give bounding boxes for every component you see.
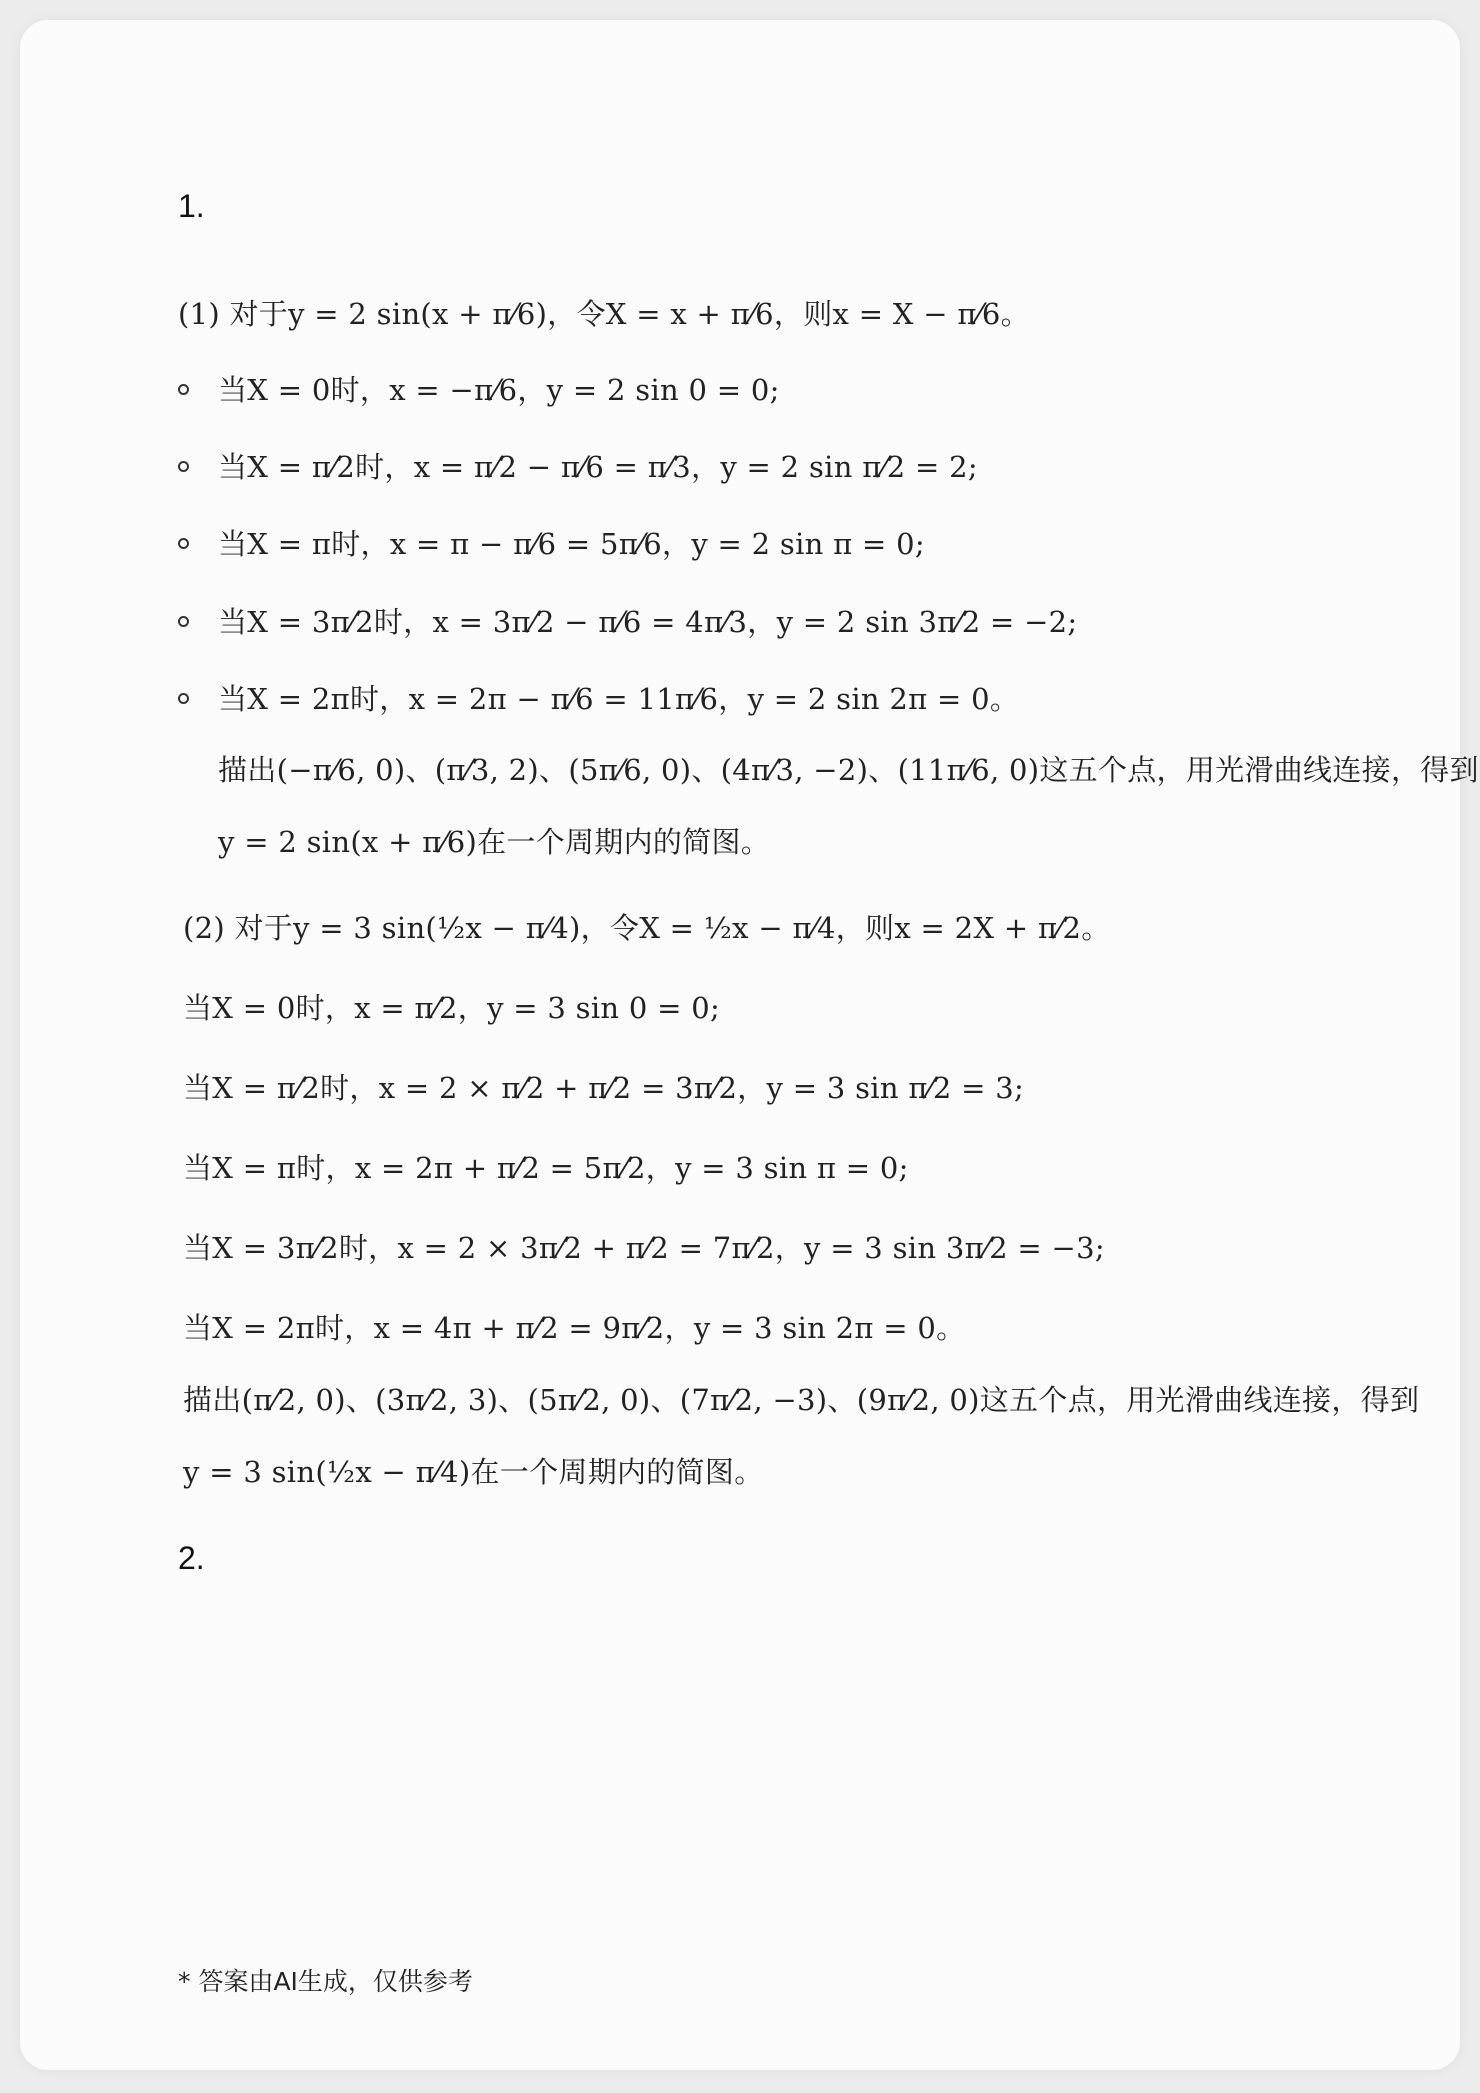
- part2-step-line: 当X = π⁄2时，x = 2 × π⁄2 + π⁄2 = 3π⁄2，y = 3 sin π⁄2 = 3;: [183, 1071, 1025, 1105]
- part1-conclusion-end: y = 2 sin(x + π⁄6)在一个周期内的简图。: [218, 825, 771, 859]
- part1-bullet-item: [178, 600, 1078, 644]
- part2-step-line: 当X = 0时，x = π⁄2，y = 3 sin 0 = 0;: [183, 991, 721, 1025]
- bullet-icon: [178, 693, 189, 704]
- bullet-icon: [178, 538, 189, 549]
- part2-conclusion: 描出(π⁄2, 0)、(3π⁄2, 3)、(5π⁄2, 0)、(7π⁄2, −3)、(9π⁄2, 0)这五个点，用光滑曲线连接，得到: [183, 1383, 1420, 1417]
- part1-bullet-text: 当X = π⁄2时，x = π⁄2 − π⁄6 = π⁄3，y = 2 sin π⁄2 = 2;: [218, 450, 978, 484]
- part1-bullet-text: 当X = 3π⁄2时，x = 3π⁄2 − π⁄6 = 4π⁄3，y = 2 sin 3π⁄2 = −2;: [218, 605, 1078, 639]
- part1-intro: (1) 对于y = 2 sin(x + π⁄6)，令X = x + π⁄6，则x = X − π⁄6。: [178, 297, 1030, 331]
- question-number-2: 2.: [178, 1540, 205, 1576]
- part1-conclusion: 描出(−π⁄6, 0)、(π⁄3, 2)、(5π⁄6, 0)、(4π⁄3, −2)、(11π⁄6, 0)这五个点，用光滑曲线连接，得到: [218, 753, 1479, 787]
- bullet-icon: [178, 616, 189, 627]
- part1-bullet-text: 当X = π时，x = π − π⁄6 = 5π⁄6，y = 2 sin π = 0;: [218, 527, 925, 561]
- part2-step-line: 当X = π时，x = 2π + π⁄2 = 5π⁄2，y = 3 sin π = 0;: [183, 1151, 909, 1185]
- document-page: [20, 20, 1479, 2070]
- part1-bullet-item: [178, 368, 780, 412]
- part1-bullet-item: [178, 445, 978, 489]
- part1-bullet-item: [178, 677, 1019, 721]
- part1-bullet-text: 当X = 0时，x = −π⁄6，y = 2 sin 0 = 0;: [218, 373, 780, 407]
- bullet-icon: [178, 461, 189, 472]
- ai-disclaimer: * 答案由AI生成，仅供参考: [178, 1967, 473, 1996]
- bullet-icon: [178, 384, 189, 395]
- part2-step-line: 当X = 3π⁄2时，x = 2 × 3π⁄2 + π⁄2 = 7π⁄2，y = 3 sin 3π⁄2 = −3;: [183, 1231, 1105, 1265]
- part1-bullet-text: 当X = 2π时，x = 2π − π⁄6 = 11π⁄6，y = 2 sin 2π = 0。: [218, 682, 1020, 716]
- part2-conclusion-end: y = 3 sin(½x − π⁄4)在一个周期内的简图。: [183, 1455, 764, 1489]
- part2-step-line: 当X = 2π时，x = 4π + π⁄2 = 9π⁄2，y = 3 sin 2π = 0。: [183, 1311, 966, 1345]
- part2-intro: (2) 对于y = 3 sin(½x − π⁄4)，令X = ½x − π⁄4，则x = 2X + π⁄2。: [183, 911, 1111, 945]
- part1-bullet-item: [178, 522, 925, 566]
- question-number-1: 1.: [178, 188, 205, 224]
